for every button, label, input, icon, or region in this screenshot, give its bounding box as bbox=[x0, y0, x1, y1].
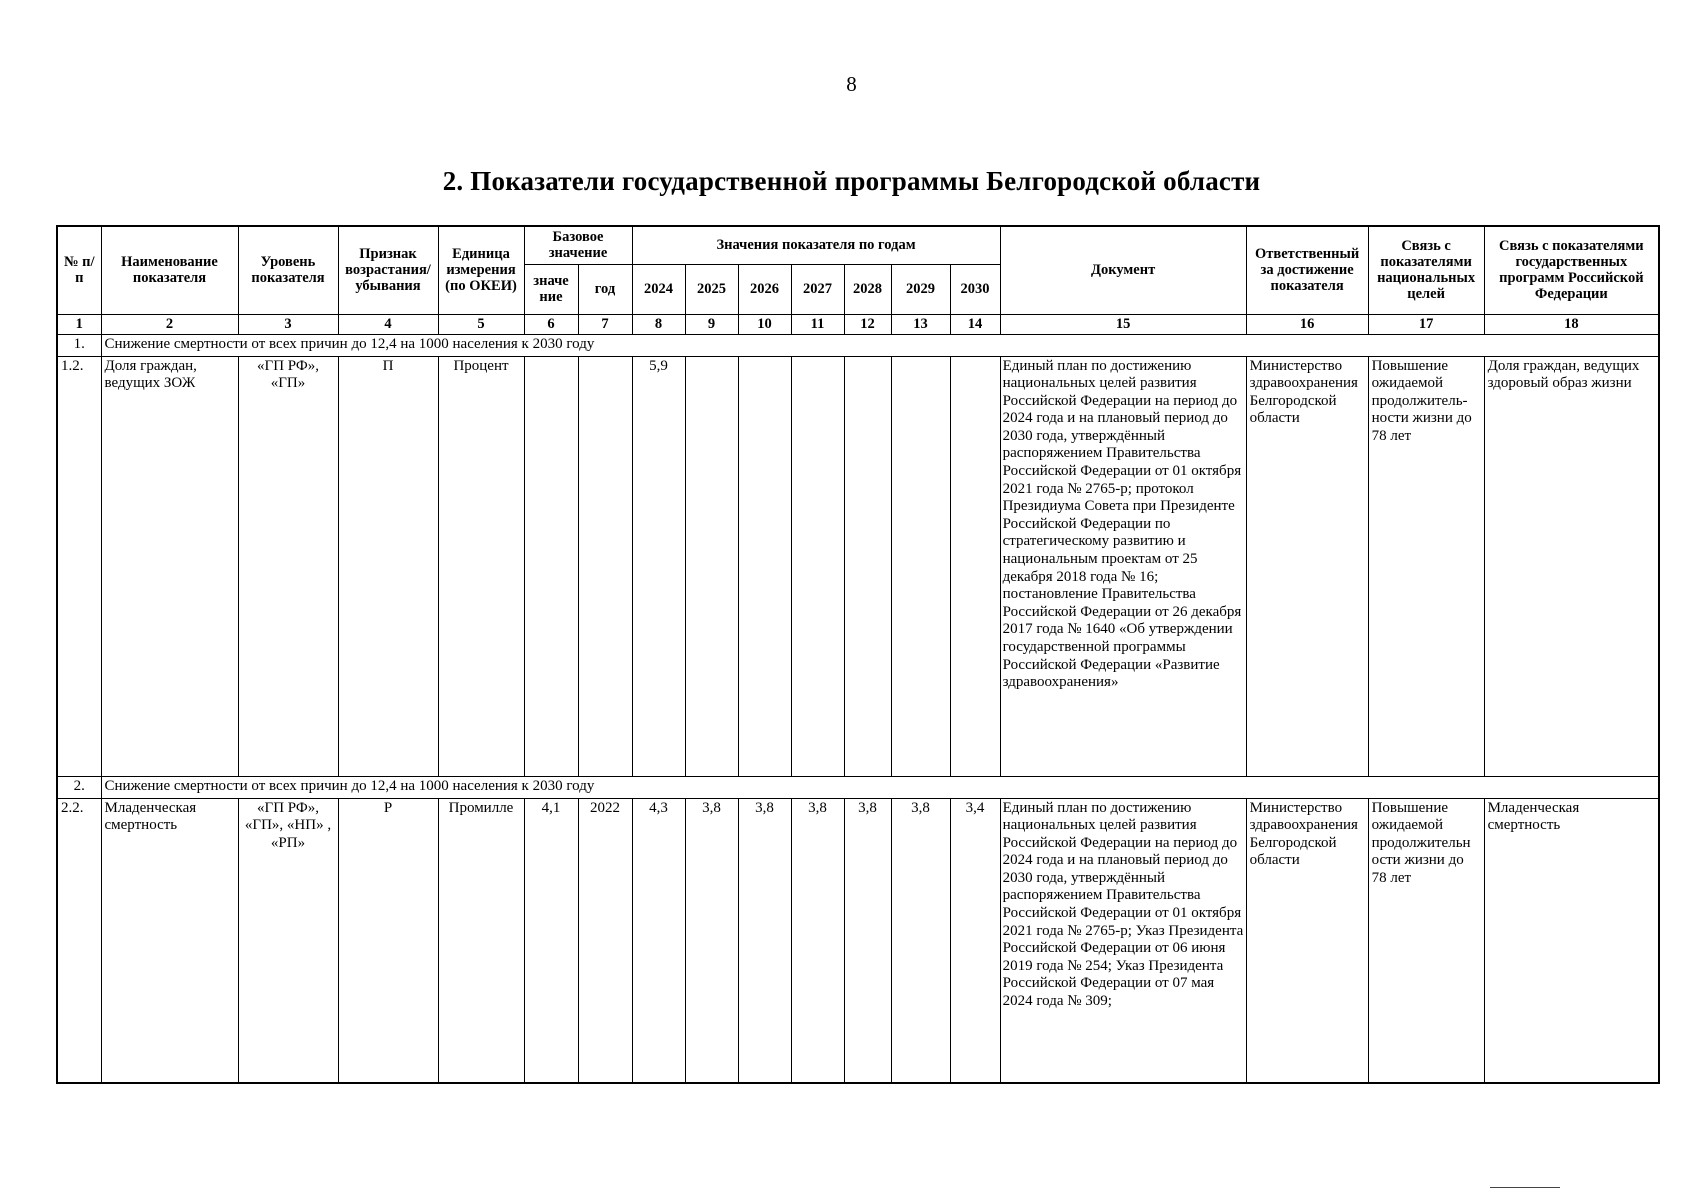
value-2030 bbox=[950, 356, 1000, 776]
national-goal-text: Повышение ожидаемой продолжитель-ности жизни до 78 лет bbox=[1368, 356, 1484, 776]
row-num: 1.2. bbox=[57, 356, 101, 776]
col-num: 1 bbox=[57, 314, 101, 334]
section-num: 1. bbox=[57, 334, 101, 356]
base-year bbox=[578, 356, 632, 776]
national-goal-text: Повышение ожидаемой продолжительн ости жизни до 78 лет bbox=[1368, 798, 1484, 1083]
section-title: Снижение смертности от всех причин до 12,4 на 1000 населения к 2030 году bbox=[101, 334, 1659, 356]
indicators-table bbox=[56, 225, 1660, 1084]
indicator-sign: Р bbox=[338, 798, 438, 1083]
col-num: 10 bbox=[738, 314, 791, 334]
value-2027: 3,8 bbox=[791, 798, 844, 1083]
header-year-2024: 2024 bbox=[632, 264, 685, 314]
table-row bbox=[57, 356, 1659, 776]
table-row bbox=[57, 798, 1659, 1083]
col-num: 12 bbox=[844, 314, 891, 334]
section-title: Снижение смертности от всех причин до 12,4 на 1000 населения к 2030 году bbox=[101, 776, 1659, 798]
value-2028 bbox=[844, 356, 891, 776]
col-num: 16 bbox=[1246, 314, 1368, 334]
header-years-group: Значения показателя по годам bbox=[632, 226, 1000, 264]
header-year-2026: 2026 bbox=[738, 264, 791, 314]
col-num: 13 bbox=[891, 314, 950, 334]
indicator-level: «ГП РФ», «ГП» bbox=[238, 356, 338, 776]
header-num: № п/п bbox=[57, 226, 101, 314]
header-year-2025: 2025 bbox=[685, 264, 738, 314]
column-numbers-row bbox=[57, 314, 1659, 334]
value-2024: 4,3 bbox=[632, 798, 685, 1083]
header-base-year: год bbox=[578, 264, 632, 314]
document-text: Единый план по достижению национальных целей развития Российской Федерации на период до 2024 года и на плановый период до 2030 года, утверждённый распоряжением Правительства Российской Федерации от 01 октября 2021 года № 2765-р; Указ Президента Российской Федерации от 06 июня 2019 года № 254; Указ Президента Российской Федерации от 07 мая 2024 года № 309; bbox=[1000, 798, 1246, 1083]
col-num: 4 bbox=[338, 314, 438, 334]
header-name: Наименование показателя bbox=[101, 226, 238, 314]
header-federal: Связь с показателями государственных программ Российской Федерации bbox=[1484, 226, 1659, 314]
value-2030: 3,4 bbox=[950, 798, 1000, 1083]
col-num: 3 bbox=[238, 314, 338, 334]
header-base: Базовое значение bbox=[524, 226, 632, 264]
responsible-text: Министерство здравоохранения Белгородской области bbox=[1246, 798, 1368, 1083]
federal-program-text: Младенческая смертность bbox=[1484, 798, 1659, 1083]
header-base-value: значе ние bbox=[524, 264, 578, 314]
page-number: 8 bbox=[846, 72, 857, 96]
header-level: Уровень показателя bbox=[238, 226, 338, 314]
col-num: 2 bbox=[101, 314, 238, 334]
header-row-top bbox=[57, 226, 1659, 264]
indicator-unit: Промилле bbox=[438, 798, 524, 1083]
col-num: 6 bbox=[524, 314, 578, 334]
base-year: 2022 bbox=[578, 798, 632, 1083]
header-national: Связь с показателями национальных целей bbox=[1368, 226, 1484, 314]
header-year-2027: 2027 bbox=[791, 264, 844, 314]
col-num: 14 bbox=[950, 314, 1000, 334]
section-num: 2. bbox=[57, 776, 101, 798]
col-num: 8 bbox=[632, 314, 685, 334]
header-year-2029: 2029 bbox=[891, 264, 950, 314]
value-2026: 3,8 bbox=[738, 798, 791, 1083]
indicator-name: Младенческая смертность bbox=[101, 798, 238, 1083]
federal-program-text: Доля граждан, ведущих здоровый образ жизни bbox=[1484, 356, 1659, 776]
value-2028: 3,8 bbox=[844, 798, 891, 1083]
indicator-name: Доля граждан, ведущих ЗОЖ bbox=[101, 356, 238, 776]
indicator-unit: Процент bbox=[438, 356, 524, 776]
header-year-2030: 2030 bbox=[950, 264, 1000, 314]
col-num: 11 bbox=[791, 314, 844, 334]
responsible-text: Министерство здравоохранения Белгородской области bbox=[1246, 356, 1368, 776]
col-num: 5 bbox=[438, 314, 524, 334]
value-2026 bbox=[738, 356, 791, 776]
row-num: 2.2. bbox=[57, 798, 101, 1083]
indicator-level: «ГП РФ», «ГП», «НП» , «РП» bbox=[238, 798, 338, 1083]
col-num: 7 bbox=[578, 314, 632, 334]
footer-rule bbox=[1490, 1187, 1560, 1188]
header-document: Документ bbox=[1000, 226, 1246, 314]
value-2025 bbox=[685, 356, 738, 776]
base-value bbox=[524, 356, 578, 776]
section-row bbox=[57, 334, 1659, 356]
indicator-sign: П bbox=[338, 356, 438, 776]
header-responsible: Ответственный за достижение показателя bbox=[1246, 226, 1368, 314]
col-num: 9 bbox=[685, 314, 738, 334]
header-unit: Единица измерения (по ОКЕИ) bbox=[438, 226, 524, 314]
value-2029 bbox=[891, 356, 950, 776]
document-text: Единый план по достижению национальных целей развития Российской Федерации на период до 2024 года и на плановый период до 2030 года, утверждённый распоряжением Правительства Российской Федерации от 01 октября 2021 года № 2765-р; протокол Президиума Совета при Президенте Российской Федерации по стратегическому развитию и национальным проектам от 25 декабря 2018 года № 16; постановление Правительства Российской Федерации от 26 декабря 2017 года № 1640 «Об утверждении государственной программы Российской Федерации «Развитие здравоохранения» bbox=[1000, 356, 1246, 776]
header-sign: Признак возрастания/ убывания bbox=[338, 226, 438, 314]
page-title: 2. Показатели государственной программы Белгородской области bbox=[442, 166, 1261, 196]
col-num: 17 bbox=[1368, 314, 1484, 334]
section-row bbox=[57, 776, 1659, 798]
col-num: 15 bbox=[1000, 314, 1246, 334]
value-2027 bbox=[791, 356, 844, 776]
col-num: 18 bbox=[1484, 314, 1659, 334]
base-value: 4,1 bbox=[524, 798, 578, 1083]
header-year-2028: 2028 bbox=[844, 264, 891, 314]
value-2029: 3,8 bbox=[891, 798, 950, 1083]
value-2025: 3,8 bbox=[685, 798, 738, 1083]
value-2024: 5,9 bbox=[632, 356, 685, 776]
